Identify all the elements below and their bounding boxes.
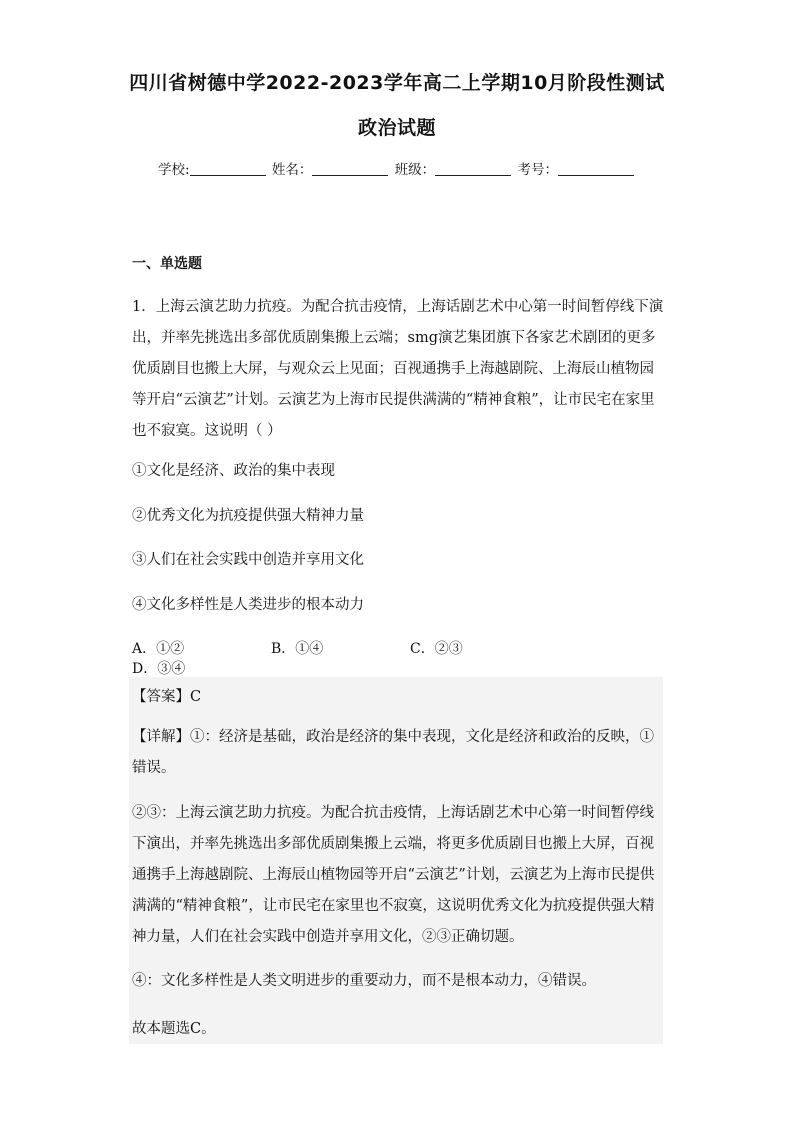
- choice-c[interactable]: C．②③: [410, 641, 463, 657]
- choice-b[interactable]: B．①④: [271, 641, 324, 657]
- question-stem: 1．上海云演艺助力抗疫。为配合抗击疫情，上海话剧艺术中心第一时间暂停线下演出，并率先挑选出多部优质剧集搬上云端；smg演艺集团旗下各家艺术剧团的更多优质剧目也搬上大屏，与观众云上见面；百视通携手上海越剧院、上海辰山植物园等开启“云演艺”计划。云演艺为上海市民提供满满的“精神食粮”，让市民宅在家里也不寂寞。这说明（ ）: [132, 299, 664, 439]
- name-blank[interactable]: [312, 161, 388, 176]
- statement-3: ③人们在社会实践中创造并享用文化: [132, 552, 364, 568]
- class-label: 班级：: [394, 162, 436, 178]
- subject-title: 政治试题: [357, 117, 436, 139]
- answer-choices: [132, 639, 664, 679]
- school-label: 学校:: [158, 162, 190, 178]
- choice-d[interactable]: D．③④: [132, 661, 186, 677]
- choice-a[interactable]: A．①②: [132, 641, 185, 657]
- explanation-1: 【详解】①：经济是基础，政治是经济的集中表现，文化是经济和政治的反映，①错误。: [132, 729, 654, 776]
- name-label: 姓名：: [271, 162, 313, 178]
- exam-number-blank[interactable]: [558, 161, 634, 176]
- page-title: 四川省树德中学2022-2023学年高二上学期10月阶段性测试: [129, 72, 665, 94]
- exam-number-label: 考号：: [517, 162, 558, 178]
- class-blank[interactable]: [435, 161, 511, 176]
- statement-1: ①文化是经济、政治的集中表现: [132, 463, 335, 479]
- explanation-3: ④：文化多样性是人类文明进步的重要动力，而不是根本动力，④错误。: [132, 973, 596, 989]
- statement-4: ④文化多样性是人类进步的根本动力: [132, 597, 364, 613]
- section-title: 一、单选题: [132, 256, 202, 272]
- student-info-row: [0, 158, 794, 178]
- conclusion: 故本题选C。: [132, 1021, 216, 1037]
- statement-2: ②优秀文化为抗疫提供强大精神力量: [132, 508, 364, 524]
- answer-label: 【答案】C: [132, 689, 202, 705]
- school-blank[interactable]: [190, 161, 266, 176]
- explanation-2: ②③：上海云演艺助力抗疫。为配合抗击疫情，上海话剧艺术中心第一时间暂停线下演出，并率先挑选出多部优质剧集搬上云端，将更多优质剧目也搬上大屏，百视通携手上海越剧院、上海辰山植物园等开启“云演艺”计划，云演艺为上海市民提供满满的“精神食粮”，让市民宅在家里也不寂寞，这说明优秀文化为抗疫提供强大精神力量，人们在社会实践中创造并享用文化，②③正确切题。: [132, 805, 655, 945]
